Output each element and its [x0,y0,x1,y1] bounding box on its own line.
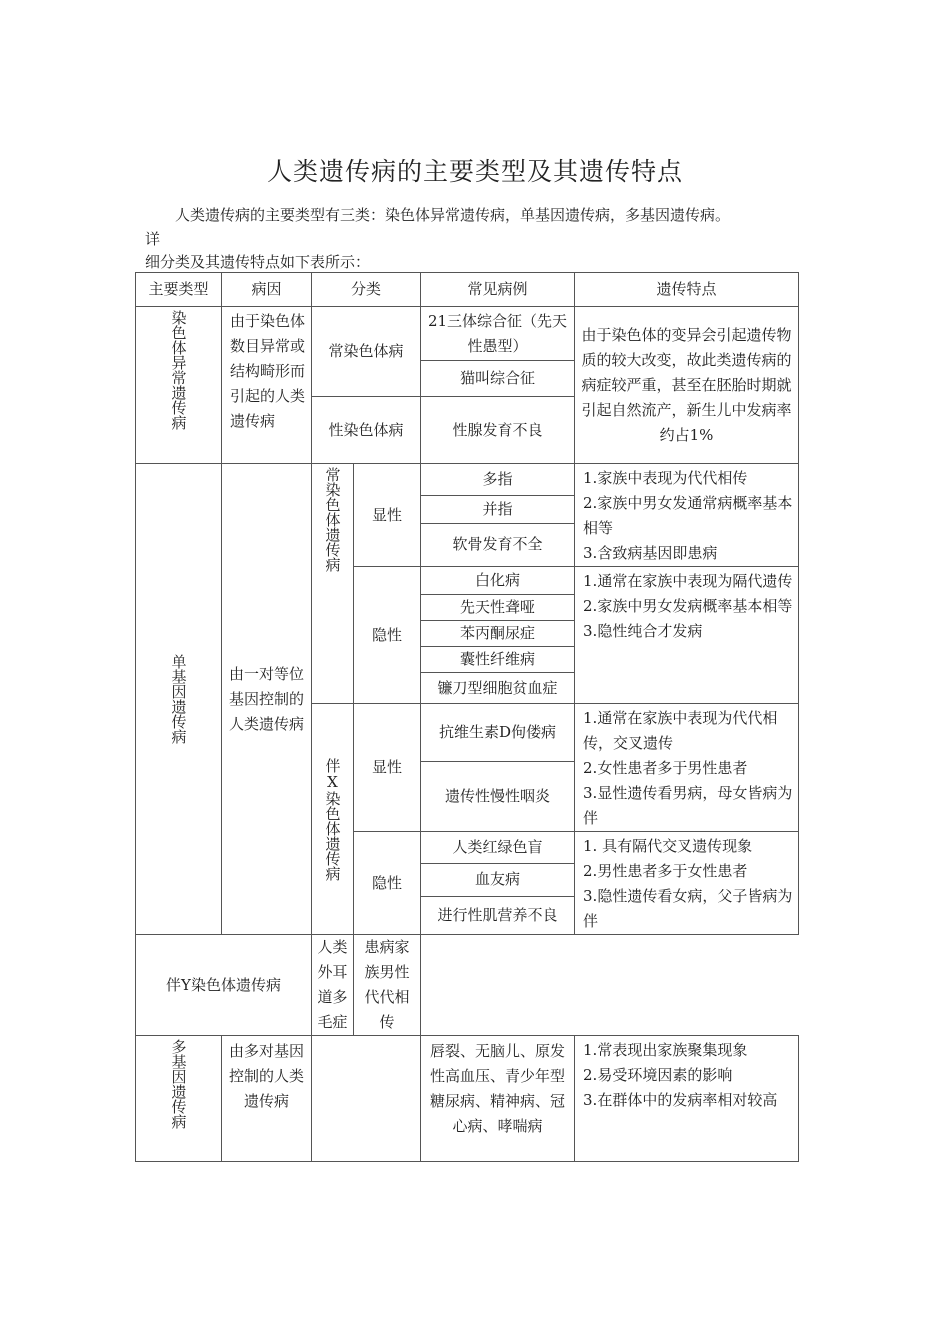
type-multi-gene [136,1036,222,1162]
type-chromosomal-label: 染色体异常遗传病 [169,310,188,430]
header-cause: 病因 [222,273,312,307]
category-sex-chromosome-disease: 性染色体病 [312,397,421,464]
cause-single-gene: 由一对等位基因控制的人类遗传病 [222,464,312,935]
feature-x-recessive: 1. 具有隔代交叉遗传现象 2.男性患者多于女性患者 3.隐性遗传看女病，父子皆病为伴 [575,832,799,935]
table-row [136,935,799,1036]
example-cystic-fibrosis: 囊性纤维病 [421,647,575,673]
example-cri-du-chat: 猫叫综合征 [421,361,575,397]
document-title: 人类遗传病的主要类型及其遗传特点 [266,157,683,186]
example-hemophilia: 血友病 [421,863,575,896]
example-pku: 苯丙酮尿症 [421,621,575,647]
example-achondroplasia: 软骨发育不全 [421,523,575,566]
table-header-row [136,273,799,307]
x-recessive: 隐性 [354,832,421,935]
example-hairy-ears: 人类外耳道多毛症 [312,935,354,1036]
type-chromosomal [136,307,222,464]
feature-chromosomal: 由于染色体的变异会引起遗传物质的较大改变，故此类遗传病的病症较严重，甚至在胚胎时期就引起自然流产，新生儿中发病率约占1% [575,307,799,464]
genetic-disease-table [135,272,799,1162]
example-vitamin-d-rickets: 抗维生素D佝偻病 [421,704,575,762]
example-sickle-cell: 镰刀型细胞贫血症 [421,673,575,704]
header-examples: 常见病例 [421,273,575,307]
example-color-blindness: 人类红绿色盲 [421,832,575,864]
category-multi-gene-empty [312,1036,421,1162]
feature-multi-gene: 1.常表现出家族聚集现象 2.易受环境因素的影响 3.在群体中的发病率相对较高 [575,1036,799,1162]
table-row [136,464,799,496]
example-syndactyly: 并指 [421,495,575,523]
intro-line-1: 人类遗传病的主要类型有三类：染色体异常遗传病，单基因遗传病，多基因遗传病。 [175,206,731,224]
table-row [136,1036,799,1162]
subtype-autosomal-label: 常染色体遗传病 [323,467,342,572]
example-deaf-mute: 先天性聋哑 [421,595,575,621]
feature-x-dominant: 1.通常在家族中表现为代代相传，交叉遗传 2.女性患者多于男性患者 3.显性遗传看男病，母女皆病为伴 [575,704,799,832]
header-category: 分类 [312,273,421,307]
type-single-gene [136,464,222,935]
type-single-gene-label: 单基因遗传病 [169,654,188,744]
feature-y-linked: 患病家族男性代代相传 [354,935,421,1036]
example-albinism: 白化病 [421,567,575,595]
example-gonadal-dysgenesis: 性腺发育不良 [421,397,575,464]
example-chronic-pharyngitis: 遗传性慢性咽炎 [421,762,575,832]
subtype-autosomal [312,464,354,704]
cause-chromosomal: 由于染色体数目异常或结构畸形而引起的人类遗传病 [222,307,312,464]
table-row [136,307,799,361]
subtype-y-linked: 伴Y染色体遗传病 [136,935,312,1036]
x-dominant: 显性 [354,704,421,832]
intro-line-3: 细分类及其遗传特点如下表所示： [145,253,371,271]
feature-auto-dominant: 1.家族中表现为代代相传 2.家族中男女发通常病概率基本相等 3.含致病基因即患病 [575,464,799,567]
example-trisomy21: 21三体综合征（先天性愚型） [421,307,575,361]
subtype-x-linked-label: 伴X染色体遗传病 [323,757,342,881]
auto-recessive: 隐性 [354,567,421,704]
subtype-x-linked [312,704,354,935]
header-features: 遗传特点 [575,273,799,307]
header-main-type: 主要类型 [136,273,222,307]
examples-multi-gene: 唇裂、无脑儿、原发性高血压、青少年型糖尿病、精神病、冠心病、哮喘病 [421,1036,575,1162]
feature-auto-recessive: 1.通常在家族中表现为隔代遗传 2.家族中男女发病概率基本相等 3.隐性纯合才发病 [575,567,799,704]
intro-line-2: 详 [145,230,161,248]
category-autosomal-disease: 常染色体病 [312,307,421,397]
example-muscular-dystrophy: 进行性肌营养不良 [421,896,575,934]
type-multi-gene-label: 多基因遗传病 [169,1039,188,1129]
example-polydactyly: 多指 [421,464,575,496]
auto-dominant: 显性 [354,464,421,567]
cause-multi-gene: 由多对基因控制的人类遗传病 [222,1036,312,1162]
